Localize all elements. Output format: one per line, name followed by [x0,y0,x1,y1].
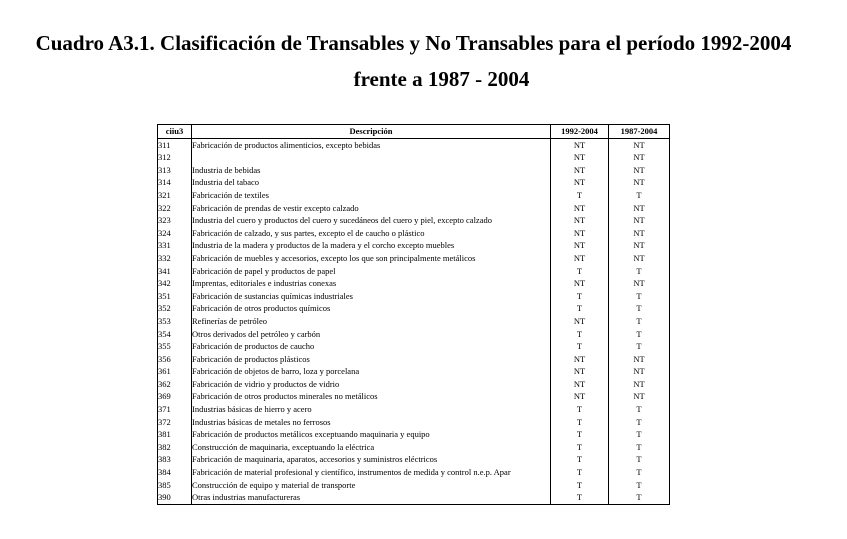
cell-1987-2004: NT [609,151,670,164]
cell-ciiu3: 355 [158,340,192,353]
table-row [158,164,670,177]
cell-ciiu3: 371 [158,403,192,416]
cell-ciiu3: 369 [158,390,192,403]
cell-1992-2004: T [551,491,609,504]
cell-descripcion: Industrias básicas de metales no ferrosos [192,416,551,429]
cell-ciiu3: 312 [158,151,192,164]
cell-1992-2004: T [551,466,609,479]
cell-descripcion: Fabricación de otros productos químicos [192,302,551,315]
table-row [158,365,670,378]
table-row [158,202,670,215]
cell-ciiu3: 351 [158,290,192,303]
cell-ciiu3: 353 [158,315,192,328]
header-ciiu3: ciiu3 [158,125,192,139]
table-row [158,428,670,441]
table-subtitle: frente a 1987 - 2004 [353,67,530,91]
table-row [158,151,670,164]
header-descripcion: Descripción [192,125,551,139]
cell-ciiu3: 342 [158,277,192,290]
table-row [158,227,670,240]
cell-ciiu3: 361 [158,365,192,378]
table-row [158,378,670,391]
cell-1992-2004: T [551,189,609,202]
cell-descripcion: Fabricación de material profesional y científico, instrumentos de medida y control n.e.p. Apar [192,466,551,479]
table-row [158,403,670,416]
cell-descripcion [192,151,551,164]
cell-1992-2004: NT [551,239,609,252]
cell-ciiu3: 352 [158,302,192,315]
table-row [158,214,670,227]
cell-descripcion: Fabricación de productos alimenticios, excepto bebidas [192,138,551,151]
cell-1992-2004: T [551,479,609,492]
table-row [158,189,670,202]
cell-descripcion: Fabricación de prendas de vestir excepto calzado [192,202,551,215]
cell-descripcion: Fabricación de sustancias químicas industriales [192,290,551,303]
cell-descripcion: Imprentas, editoriales e industrias conexas [192,277,551,290]
cell-1987-2004: NT [609,353,670,366]
cell-ciiu3: 313 [158,164,192,177]
cell-1992-2004: T [551,290,609,303]
cell-ciiu3: 384 [158,466,192,479]
classification-table [157,124,670,505]
cell-descripcion: Otras industrias manufactureras [192,491,551,504]
cell-descripcion: Fabricación de muebles y accesorios, excepto los que son principalmente metálicos [192,252,551,265]
cell-1987-2004: T [609,290,670,303]
cell-1992-2004: NT [551,176,609,189]
table-row [158,252,670,265]
table-row [158,138,670,151]
cell-ciiu3: 383 [158,453,192,466]
cell-1987-2004: NT [609,227,670,240]
cell-descripcion: Industria de la madera y productos de la madera y el corcho excepto muebles [192,239,551,252]
cell-ciiu3: 311 [158,138,192,151]
cell-1987-2004: NT [609,277,670,290]
table-row [158,340,670,353]
cell-ciiu3: 321 [158,189,192,202]
cell-ciiu3: 372 [158,416,192,429]
table-row [158,390,670,403]
cell-1987-2004: NT [609,214,670,227]
table-row [158,479,670,492]
cell-1992-2004: NT [551,151,609,164]
table-title: Cuadro A3.1. Clasificación de Transables y No Transables para el período 1992-2004 [35,31,792,55]
cell-1992-2004: NT [551,138,609,151]
table-row [158,453,670,466]
cell-1992-2004: NT [551,164,609,177]
cell-1987-2004: NT [609,164,670,177]
header-1992-2004: 1992-2004 [551,125,609,139]
cell-ciiu3: 324 [158,227,192,240]
cell-1992-2004: NT [551,202,609,215]
cell-descripcion: Refinerías de petróleo [192,315,551,328]
cell-ciiu3: 314 [158,176,192,189]
cell-1987-2004: NT [609,390,670,403]
cell-1987-2004: NT [609,239,670,252]
cell-ciiu3: 354 [158,328,192,341]
cell-1987-2004: T [609,491,670,504]
cell-1987-2004: T [609,189,670,202]
cell-1987-2004: NT [609,378,670,391]
cell-ciiu3: 390 [158,491,192,504]
table-row [158,466,670,479]
table-row [158,176,670,189]
cell-descripcion: Fabricación de maquinaria, aparatos, accesorios y suministros eléctricos [192,453,551,466]
cell-1987-2004: NT [609,176,670,189]
cell-descripcion: Industria de bebidas [192,164,551,177]
cell-1992-2004: NT [551,252,609,265]
cell-1992-2004: NT [551,277,609,290]
cell-descripcion: Fabricación de otros productos minerales no metálicos [192,390,551,403]
cell-1987-2004: T [609,466,670,479]
cell-descripcion: Fabricación de objetos de barro, loza y porcelana [192,365,551,378]
table-row [158,302,670,315]
cell-1987-2004: T [609,479,670,492]
table-row [158,277,670,290]
cell-1987-2004: T [609,416,670,429]
table-row [158,416,670,429]
cell-1987-2004: T [609,328,670,341]
cell-descripcion: Industrias básicas de hierro y acero [192,403,551,416]
cell-1987-2004: T [609,265,670,278]
cell-ciiu3: 341 [158,265,192,278]
cell-1992-2004: NT [551,214,609,227]
cell-descripcion: Construcción de maquinaria, exceptuando la eléctrica [192,441,551,454]
cell-ciiu3: 382 [158,441,192,454]
cell-1992-2004: NT [551,227,609,240]
cell-1992-2004: NT [551,315,609,328]
cell-1987-2004: T [609,428,670,441]
cell-1987-2004: NT [609,202,670,215]
cell-ciiu3: 322 [158,202,192,215]
cell-ciiu3: 331 [158,239,192,252]
cell-descripcion: Otros derivados del petróleo y carbón [192,328,551,341]
cell-descripcion: Industria del tabaco [192,176,551,189]
cell-descripcion: Fabricación de productos plásticos [192,353,551,366]
cell-1987-2004: NT [609,365,670,378]
cell-1987-2004: T [609,340,670,353]
table-row [158,328,670,341]
cell-1987-2004: T [609,315,670,328]
cell-ciiu3: 362 [158,378,192,391]
cell-1992-2004: T [551,328,609,341]
cell-ciiu3: 332 [158,252,192,265]
cell-descripcion: Fabricación de productos metálicos exceptuando maquinaria y equipo [192,428,551,441]
cell-1992-2004: T [551,340,609,353]
cell-1992-2004: NT [551,365,609,378]
cell-1987-2004: T [609,453,670,466]
cell-1992-2004: T [551,453,609,466]
table-header-row [158,125,670,139]
cell-ciiu3: 356 [158,353,192,366]
table-row [158,353,670,366]
cell-descripcion: Fabricación de productos de caucho [192,340,551,353]
header-1987-2004: 1987-2004 [609,125,670,139]
table-row [158,491,670,504]
cell-1987-2004: NT [609,138,670,151]
cell-descripcion: Industria del cuero y productos del cuero y sucedáneos del cuero y piel, excepto calzado [192,214,551,227]
table-row [158,315,670,328]
cell-1987-2004: T [609,441,670,454]
cell-descripcion: Fabricación de calzado, y sus partes, excepto el de caucho o plástico [192,227,551,240]
cell-1992-2004: T [551,441,609,454]
cell-descripcion: Fabricación de vidrio y productos de vidrio [192,378,551,391]
cell-ciiu3: 385 [158,479,192,492]
cell-1992-2004: T [551,403,609,416]
cell-ciiu3: 381 [158,428,192,441]
cell-1992-2004: NT [551,390,609,403]
cell-1992-2004: NT [551,353,609,366]
cell-1992-2004: T [551,302,609,315]
cell-1987-2004: T [609,403,670,416]
cell-descripcion: Fabricación de textiles [192,189,551,202]
cell-1992-2004: NT [551,378,609,391]
cell-1992-2004: T [551,416,609,429]
cell-descripcion: Construcción de equipo y material de transporte [192,479,551,492]
table-body [158,138,670,504]
cell-1987-2004: NT [609,252,670,265]
table-row [158,441,670,454]
table-row [158,290,670,303]
cell-1992-2004: T [551,265,609,278]
cell-ciiu3: 323 [158,214,192,227]
cell-1992-2004: T [551,428,609,441]
table-row [158,239,670,252]
cell-descripcion: Fabricación de papel y productos de papel [192,265,551,278]
cell-1987-2004: T [609,302,670,315]
table-row [158,265,670,278]
